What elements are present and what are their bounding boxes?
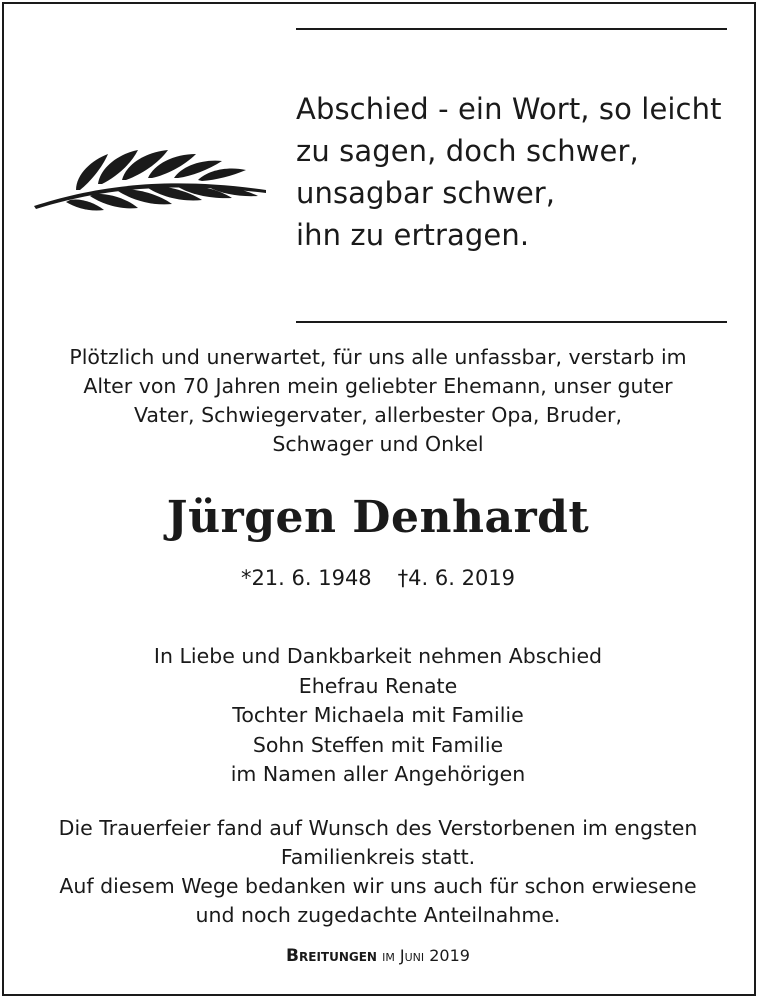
closing-line: Familienkreis statt. xyxy=(280,845,476,869)
announcement-line: Schwager und Onkel xyxy=(272,432,484,456)
place-and-date xyxy=(0,944,756,968)
verse-line: ihn zu ertragen. xyxy=(296,218,530,252)
announcement-text xyxy=(0,343,756,459)
mourners-line: Sohn Steffen mit Familie xyxy=(252,732,504,757)
mourners-list xyxy=(0,642,756,790)
notice-date: im Juni 2019 xyxy=(382,946,470,965)
place-name: Breitungen xyxy=(286,946,377,966)
announcement-line: Vater, Schwiegervater, allerbester Opa, Bruder, xyxy=(133,403,622,427)
deceased-name: Jürgen Denhardt xyxy=(166,492,590,543)
birth-date: *21. 6. 1948 xyxy=(240,566,372,590)
closing-line: und noch zugedachte Anteilnahme. xyxy=(195,903,561,927)
verse-line: zu sagen, doch schwer, xyxy=(296,134,639,168)
mourners-line: Tochter Michaela mit Familie xyxy=(232,703,524,727)
announcement-line: Plötzlich und unerwartet, für uns alle unfassbar, verstarb im xyxy=(69,345,687,369)
life-dates xyxy=(0,563,756,593)
memorial-verse xyxy=(296,88,736,256)
mourners-line: In Liebe und Dankbarkeit nehmen Abschied xyxy=(153,644,603,668)
palm-branch-icon xyxy=(30,140,270,215)
announcement-line: Alter von 70 Jahren mein geliebter Ehemann, unser guter xyxy=(83,374,673,398)
mourners-line: Ehefrau Renate xyxy=(298,673,458,698)
bottom-divider xyxy=(296,321,727,323)
verse-line: Abschied - ein Wort, so leicht xyxy=(296,92,722,126)
death-date: †4. 6. 2019 xyxy=(397,566,516,590)
closing-line: Auf diesem Wege bedanken wir uns auch für schon erwiesene xyxy=(59,874,697,898)
verse-line: unsagbar schwer, xyxy=(296,176,556,210)
mourners-line: im Namen aller Angehörigen xyxy=(230,762,526,786)
closing-line: Die Trauerfeier fand auf Wunsch des Verstorbenen im engsten xyxy=(58,816,698,840)
top-divider xyxy=(296,28,727,30)
closing-text xyxy=(0,814,756,930)
